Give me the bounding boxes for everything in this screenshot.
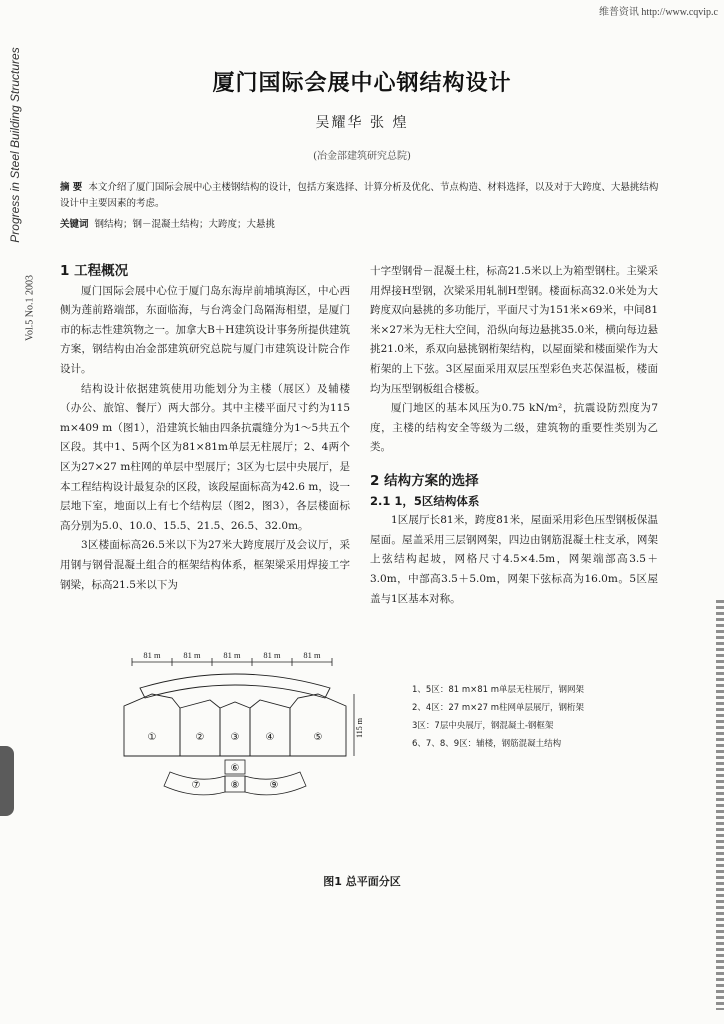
abstract <box>60 180 660 212</box>
zone-number: ⑧ <box>230 780 240 791</box>
hall-zone-4 <box>250 700 290 756</box>
watermark: 维普资讯 http://www.cqvip.c <box>598 7 718 18</box>
authors: 吴耀华 张 煌 <box>315 115 409 131</box>
journal-volume: Vol.5 No.1 2003 <box>24 275 36 341</box>
paragraph: 结构设计依据建筑使用功能划分为主楼（展区）及辅楼（办公、旅馆、餐厅）两大部分。其中主楼平面尺寸约为115 m×409 m（图1），沿建筑长轴由四条抗震缝分为1～5共五个区段。其中1、5两个区为81×81m单层无柱展厅；2、4两个区为27×27 m柱网的单层中型展厅；3区为七层中央展厅，是本工程结构设计最复杂的区段，该段屋面标高为42.6 m，设一层地下室，地面以上有七个结构层（图2，图3），各层楼面标高分别为5.0、10.0、15.5、21.5、26.5、32.0m。 <box>60 382 350 532</box>
dim-label: 81 m <box>303 650 321 660</box>
section-1-heading: 1 工程概况 <box>60 263 129 279</box>
legend-item: 6、7、8、9区：辅楼，钢筋混凝土结构 <box>412 739 562 749</box>
zone-number: ⑨ <box>269 780 279 791</box>
hall-zone-2 <box>180 700 220 756</box>
paragraph: 厦门国际会展中心位于厦门岛东海岸前埔填海区，中心西侧为莲前路端部，东面临海，与台湾金门岛隔海相望，是厦门市的标志性建筑物之一。加拿大B＋H建筑设计事务所提供建筑方案，钢结构由冶金部建筑研究总院与厦门市建筑设计院合作设计。 <box>60 284 350 375</box>
section-2-heading: 2 结构方案的选择 <box>370 472 479 489</box>
legend-item: 2、4区：27 m×27 m柱网单层展厅，钢桁架 <box>412 703 585 713</box>
section-2-1-heading: 2.1 1，5区结构体系 <box>370 493 480 508</box>
keywords <box>60 216 660 230</box>
zone-number: ⑤ <box>313 732 323 743</box>
zone-number: ① <box>147 732 157 743</box>
dim-label: 81 m <box>223 650 241 660</box>
dim-label: 81 m <box>263 650 281 660</box>
paper-title: 厦门国际会展中心钢结构设计 <box>212 71 512 96</box>
left-column <box>60 262 350 595</box>
scan-binding-artifact <box>0 746 14 816</box>
figure-caption: 图1 总平面分区 <box>323 875 401 888</box>
legend-item: 1、5区：81 m×81 m单层无柱展厅，钢网架 <box>412 685 585 695</box>
paragraph: 厦门地区的基本风压为0.75 kN/m²，抗震设防烈度为7度，主楼的结构安全等级为二级，建筑物的重要性类别为乙类。 <box>370 402 658 454</box>
abstract-text: 本文介绍了厦门国际会展中心主楼钢结构的设计，包括方案选择、计算分析及优化、节点构造、材料选择，以及对于大跨度、大悬挑结构设计中主要因素的考虑。 <box>60 182 659 209</box>
legend-item: 3区：7层中央展厅，钢混凝土-钢框架 <box>412 721 554 731</box>
affiliation: (冶金部建筑研究总院) <box>313 151 411 162</box>
zone-number: ④ <box>265 732 275 743</box>
right-column <box>370 262 658 609</box>
dim-label: 81 m <box>143 650 161 660</box>
zone-number: ⑦ <box>191 780 201 791</box>
zone-number: ③ <box>230 732 240 743</box>
dim-label: 81 m <box>183 650 201 660</box>
side-dim-label: 115 m <box>355 718 364 738</box>
paragraph: 十字型钢骨－混凝土柱，标高21.5米以上为箱型钢柱。主梁采用焊接H型钢，次梁采用轧制H型钢。楼面标高32.0米处为大跨度双向悬挑的多功能厅，平面尺寸为151米×69米，中间81米×27米为无柱大空间，沿纵向每边悬挑35.0米，横向每边悬挑21.0米，系双向悬挑钢桁架结构，以屋面梁和楼面梁作为大桁架的上下弦。3区屋面采用双层压型彩色夹芯保温板，楼面均为压型钢板组合楼板。 <box>370 265 658 395</box>
keywords-text: 钢结构；钢－混凝土结构；大跨度；大悬挑 <box>94 219 276 230</box>
zone-number: ⑥ <box>230 763 240 774</box>
site-plan-figure <box>110 648 650 808</box>
hall-zone-1 <box>124 694 180 756</box>
zone-number: ② <box>195 732 205 743</box>
hall-zone-3 <box>220 702 250 756</box>
scan-edge-artifact <box>716 600 724 1010</box>
abstract-label: 摘 要 <box>60 182 83 193</box>
paragraph: 3区楼面标高26.5米以下为27米大跨度展厅及会议厅，采用钢与钢骨混凝土组合的框架结构体系，框架梁采用焊接工字钢梁，标高21.5米以下为 <box>60 539 350 591</box>
hall-zone-5 <box>290 694 346 756</box>
keywords-label: 关键词 <box>60 219 89 230</box>
journal-name: Progress in Steel Building Structures <box>8 47 22 243</box>
paragraph: 1区展厅长81米，跨度81米，屋面采用彩色压型钢板保温屋面。屋盖采用三层钢网架，四边由钢筋混凝土柱支承，网架上弦结构起坡，网格尺寸4.5×4.5m，网架端部高3.5＋3.0m，中部高3.5＋5.0m，网架下弦标高为16.0m。5区屋盖与1区基本对称。 <box>370 514 658 605</box>
roof-band <box>140 674 330 698</box>
